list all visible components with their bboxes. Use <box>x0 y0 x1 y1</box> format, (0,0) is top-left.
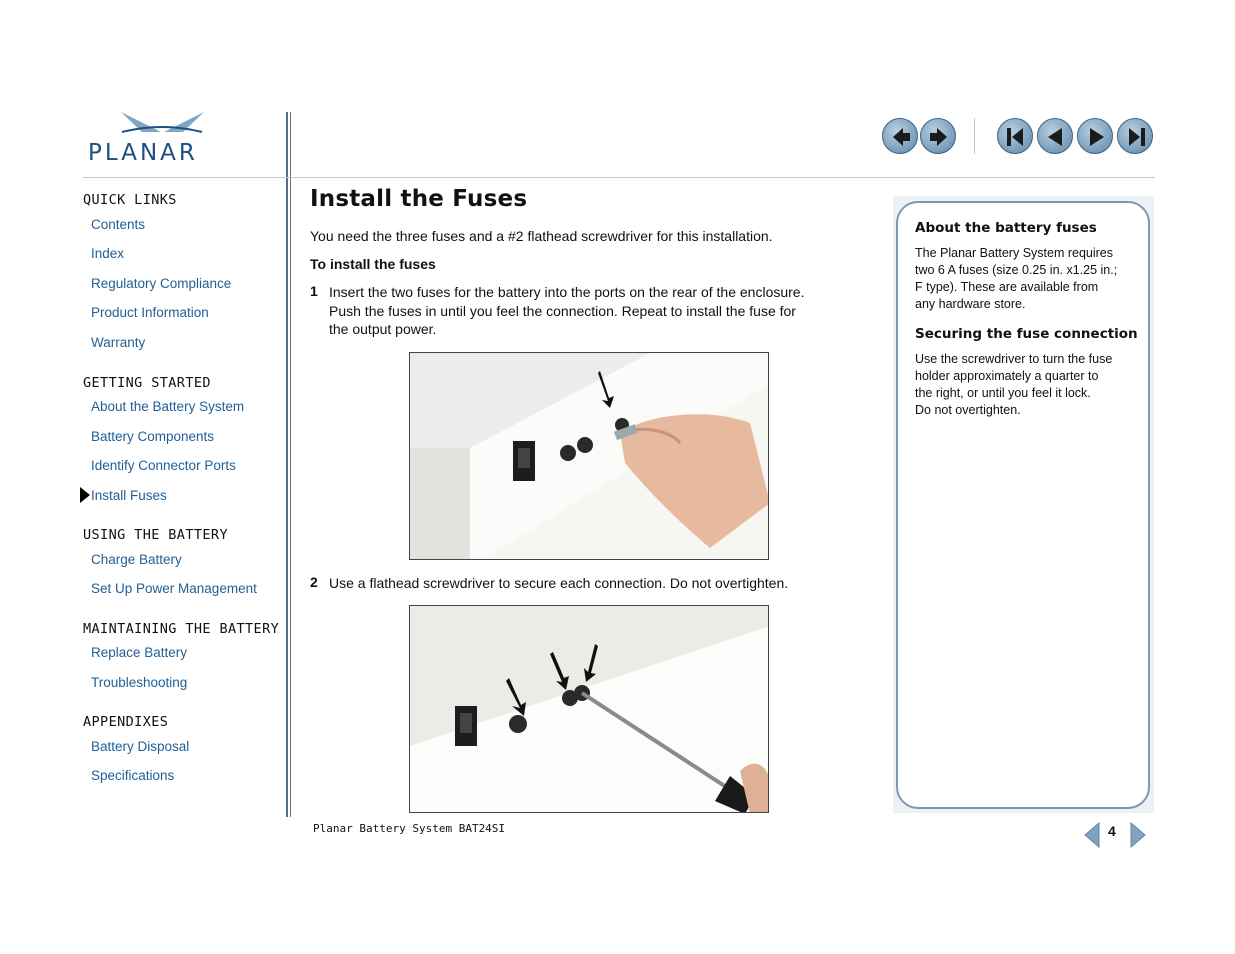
sidebar-item-regulatory-compliance[interactable]: Regulatory Compliance <box>91 276 232 291</box>
procedure-heading: To install the fuses <box>310 256 436 272</box>
step-number: 1 <box>310 283 318 299</box>
last-page-icon <box>1118 119 1154 155</box>
logo-text: PLANAR <box>88 140 198 166</box>
section-heading-appendixes: APPENDIXES <box>83 714 169 730</box>
note-line: the right, or until you feel it lock. <box>915 386 1091 400</box>
previous-page-button[interactable] <box>1037 118 1073 154</box>
section-heading-quick-links: QUICK LINKS <box>83 192 177 208</box>
photo-secure-fuses <box>409 605 769 813</box>
back-button[interactable] <box>882 118 918 154</box>
first-page-button[interactable] <box>997 118 1033 154</box>
last-page-button[interactable] <box>1117 118 1153 154</box>
photo-insert-fuses <box>409 352 769 560</box>
sidebar-item-battery-disposal[interactable]: Battery Disposal <box>91 739 190 754</box>
sidebar-item-battery-components[interactable]: Battery Components <box>91 429 215 444</box>
back-icon <box>883 119 919 155</box>
sidebar-item-replace-battery[interactable]: Replace Battery <box>91 645 188 660</box>
note-line: holder approximately a quarter to <box>915 369 1099 383</box>
footer-previous-page-button[interactable] <box>1083 822 1101 853</box>
note-line: two 6 A fuses (size 0.25 in. x1.25 in.; <box>915 263 1118 277</box>
section-heading-maintaining-battery: MAINTAINING THE BATTERY <box>83 621 280 637</box>
note-line: F type). These are available from <box>915 280 1099 294</box>
previous-page-arrow-icon <box>1083 822 1101 848</box>
section-heading-getting-started: GETTING STARTED <box>83 375 211 391</box>
logo-mark-icon <box>86 108 242 142</box>
note-text-battery-fuses <box>915 245 1137 313</box>
step-number: 2 <box>310 574 318 590</box>
sidebar-item-identify-connector-ports[interactable]: Identify Connector Ports <box>91 458 236 473</box>
photo-secure-fuses-illustration <box>410 606 769 813</box>
sidebar-item-power-management[interactable]: Set Up Power Management <box>91 581 257 596</box>
sidebar-item-index[interactable]: Index <box>91 246 125 261</box>
note-line: Use the screwdriver to turn the fuse <box>915 352 1113 366</box>
next-page-button[interactable] <box>1077 118 1113 154</box>
intro-text: You need the three fuses and a #2 flathead screwdriver for this installation. <box>310 228 773 244</box>
note-line: Do not overtighten. <box>915 403 1021 417</box>
page-number: 4 <box>1108 823 1116 839</box>
next-page-arrow-icon <box>1129 822 1147 848</box>
note-text-securing-connection <box>915 351 1137 419</box>
step-text <box>329 574 788 593</box>
footer-next-page-button[interactable] <box>1129 822 1147 853</box>
forward-button[interactable] <box>920 118 956 154</box>
note-heading-battery-fuses: About the battery fuses <box>915 220 1097 236</box>
page-title: Install the Fuses <box>310 186 528 212</box>
forward-icon <box>921 119 957 155</box>
section-heading-using-battery: USING THE BATTERY <box>83 527 228 543</box>
step-line: Insert the two fuses for the battery into the ports on the rear of the enclosure. <box>329 284 805 300</box>
sidebar-item-about-battery-system[interactable]: About the Battery System <box>91 399 245 414</box>
sidebar-item-product-information[interactable]: Product Information <box>91 305 209 320</box>
photo-insert-fuses-illustration <box>410 353 769 560</box>
planar-logo <box>86 108 242 168</box>
header-rule <box>83 177 1155 178</box>
sidebar-item-charge-battery[interactable]: Charge Battery <box>91 552 182 567</box>
note-line: any hardware store. <box>915 297 1026 311</box>
step-line: the output power. <box>329 321 437 337</box>
next-page-icon <box>1078 119 1114 155</box>
note-line: The Planar Battery System requires <box>915 246 1113 260</box>
first-page-icon <box>998 119 1034 155</box>
step-line: Push the fuses in until you feel the connection. Repeat to install the fuse for <box>329 302 796 319</box>
step-text <box>329 283 805 339</box>
sidebar-item-install-fuses[interactable]: Install Fuses <box>91 488 167 503</box>
sidebar-item-specifications[interactable]: Specifications <box>91 768 175 783</box>
sidebar-item-contents[interactable]: Contents <box>91 217 146 232</box>
step-line: Use a flathead screwdriver to secure each connection. Do not overtighten. <box>329 575 789 591</box>
sidebar-divider <box>286 112 288 817</box>
sidebar-divider-inner <box>290 112 291 817</box>
sidebar-item-warranty[interactable]: Warranty <box>91 335 146 350</box>
current-page-marker-icon <box>80 487 90 503</box>
previous-page-icon <box>1038 119 1074 155</box>
note-heading-securing-connection: Securing the fuse connection <box>915 326 1138 342</box>
nav-separator <box>974 118 975 154</box>
sidebar-item-troubleshooting[interactable]: Troubleshooting <box>91 675 188 690</box>
footer-doc-title: Planar Battery System BAT24SI <box>313 822 506 835</box>
